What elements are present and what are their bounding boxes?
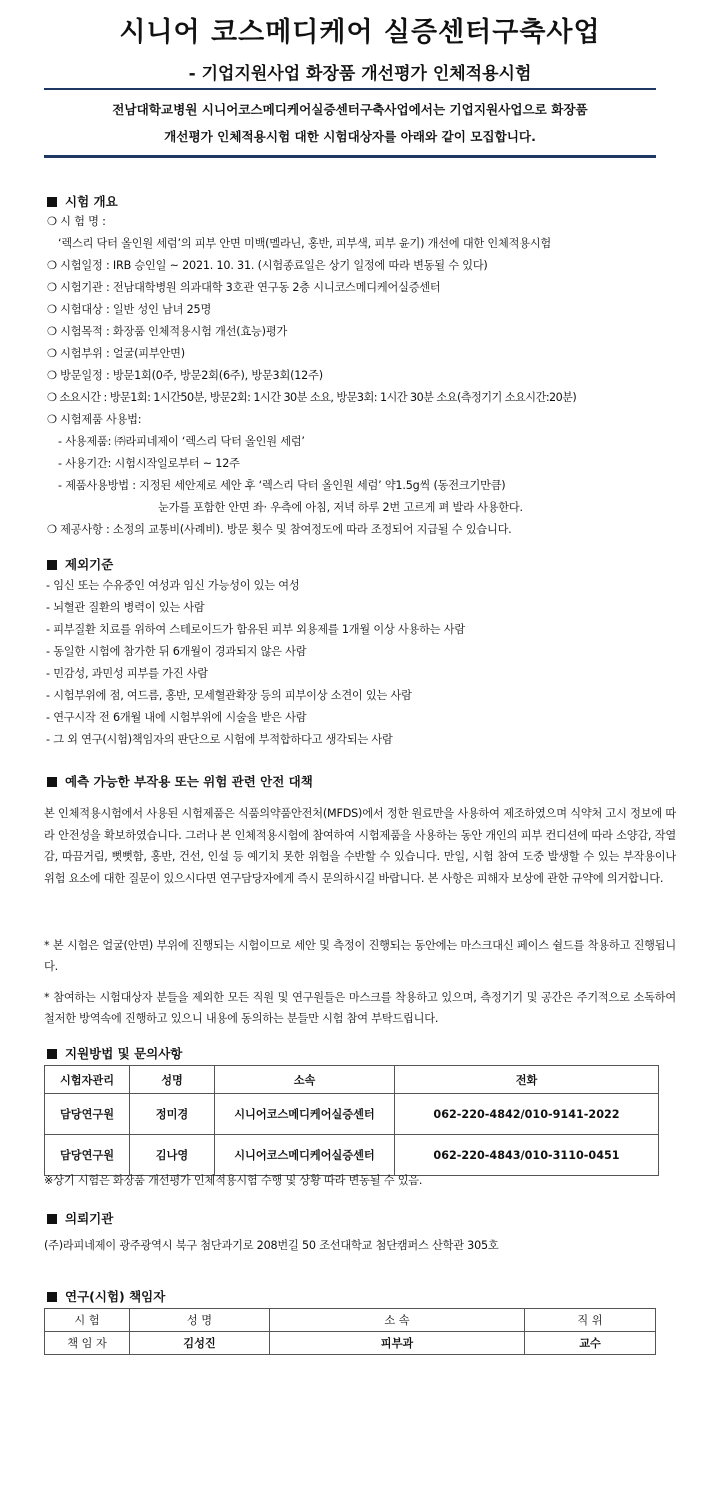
table-cell: 담당연구원 xyxy=(45,1094,130,1135)
table-header: 성명 xyxy=(130,1066,215,1094)
square-bullet-icon xyxy=(47,1049,57,1059)
overview-line: - 제품사용방법 : 지정된 세안제로 세안 후 ‘렉스리 닥터 올인원 세럼’ 약1.5g씩 (동전크기만큼) xyxy=(58,479,506,492)
table-header-row xyxy=(45,1066,659,1094)
exclusion-item: - 연구시작 전 6개월 내에 시험부위에 시술을 받은 사람 xyxy=(46,711,307,724)
table-cell: 시니어코스메디케어실증센터 xyxy=(215,1135,395,1176)
table-header: 전화 xyxy=(395,1066,659,1094)
table-cell: 김나영 xyxy=(130,1135,215,1176)
overview-line: - 사용제품: ㈜라피네제이 ‘렉스리 닥터 올인원 세럼’ xyxy=(58,435,305,448)
overview-heading: 시험 개요 xyxy=(47,192,118,210)
exclusion-item: - 동일한 시험에 참가한 뒤 6개월이 경과되지 않은 사람 xyxy=(46,645,307,658)
table-cell: 피부과 xyxy=(270,1332,525,1355)
overview-line: - 사용기간: 시험시작일로부터 ~ 12주 xyxy=(58,457,240,470)
page-subtitle: - 기업지원사업 화장품 개선평가 인체적용시험 xyxy=(188,64,532,84)
notice-line-1: 전남대학교병원 시니어코스메디케어실증센터구축사업에서는 기업지원사업으로 화장품 xyxy=(112,102,588,117)
exclusion-item: - 뇌혈관 질환의 병력이 있는 사람 xyxy=(46,601,205,614)
square-bullet-icon xyxy=(47,1214,57,1224)
table-header: 성 명 xyxy=(130,1309,270,1332)
table-cell: 정미경 xyxy=(130,1094,215,1135)
client-address: (주)라피네제이 광주광역시 북구 첨단과기로 208번길 50 조선대학교 첨단캠퍼스 산학관 305호 xyxy=(44,1239,499,1252)
overview-line: ‘렉스리 닥터 올인원 세럼’의 피부 안면 미백(멜라닌, 홍반, 피부색, 피부 윤기) 개선에 대한 인체적용시험 xyxy=(58,237,552,250)
overview-line: ❍ 시험부위 : 얼굴(피부안면) xyxy=(47,347,185,360)
square-bullet-icon xyxy=(47,197,57,207)
overview-line: 눈가를 포함한 안면 좌· 우측에 아침, 저녁 하루 2번 고르게 펴 발라 사용한다. xyxy=(158,501,523,514)
investigator-table xyxy=(44,1308,656,1355)
investigator-heading: 연구(시험) 책임자 xyxy=(47,1287,165,1305)
square-bullet-icon xyxy=(47,1292,57,1302)
safety-note-face-shield: * 본 시험은 얼굴(안면) 부위에 진행되는 시험이므로 세안 및 측정이 진행되는 동안에는 마스크대신 페이스 쉴드를 착용하고 진행됩니다. xyxy=(44,939,676,973)
table-cell: 김성진 xyxy=(130,1332,270,1355)
client-heading: 의뢰기관 xyxy=(47,1209,113,1227)
table-cell: 시니어코스메디케어실증센터 xyxy=(215,1094,395,1135)
notice-line-2: 개선평가 인체적용시험 대한 시험대상자를 아래와 같이 모집합니다. xyxy=(164,129,536,144)
table-row xyxy=(45,1094,659,1135)
exclusion-item: - 임신 또는 수유중인 여성과 임신 가능성이 있는 여성 xyxy=(46,579,300,592)
recruitment-notice xyxy=(44,88,656,158)
overview-line: ❍ 시험제품 사용법: xyxy=(47,413,142,426)
table-row xyxy=(45,1332,656,1355)
role-label: 시 험 xyxy=(45,1309,130,1332)
table-cell: 담당연구원 xyxy=(45,1135,130,1176)
contact-table xyxy=(44,1065,659,1176)
contact-footnote: ※상기 시험은 화장품 개선평가 인체적용시험 수행 및 상황 따라 변동될 수 있음. xyxy=(44,1174,423,1187)
role-label: 책 임 자 xyxy=(45,1332,130,1355)
contact-heading: 지원방법 및 문의사항 xyxy=(47,1044,182,1062)
overview-line: ❍ 방문일정 : 방문1회(0주, 방문2회(6주), 방문3회(12주) xyxy=(47,369,323,382)
exclusion-item: - 피부질환 치료를 위하여 스테로이드가 함유된 피부 외용제를 1개월 이상 사용하는 사람 xyxy=(46,623,465,636)
overview-line: ❍ 시험대상 : 일반 성인 남녀 25명 xyxy=(47,303,212,316)
table-header: 시험자관리 xyxy=(45,1066,130,1094)
overview-line: ❍ 소요시간 : 방문1회: 1시간50분, 방문2회: 1시간 30분 소요, 방문3회: 1시간 30분 소요(측정기기 소요시간:20분) xyxy=(47,391,577,404)
exclusion-item: - 민감성, 과민성 피부를 가진 사람 xyxy=(46,667,208,680)
exclusion-heading: 제외기준 xyxy=(47,555,113,573)
table-row xyxy=(45,1135,659,1176)
table-header: 직 위 xyxy=(525,1309,656,1332)
overview-line: ❍ 제공사항 : 소정의 교통비(사례비). 방문 횟수 및 참여정도에 따라 조정되어 지급될 수 있습니다. xyxy=(47,523,512,536)
table-header: 소속 xyxy=(215,1066,395,1094)
square-bullet-icon xyxy=(47,777,57,787)
overview-line: ❍ 시험일정 : IRB 승인일 ~ 2021. 10. 31. (시험종료일은 상기 일정에 따라 변동될 수 있다) xyxy=(47,259,488,272)
table-cell: 교수 xyxy=(525,1332,656,1355)
safety-body: 본 인체적용시험에서 사용된 시험제품은 식품의약품안전처(MFDS)에서 정한 원료만을 사용하여 제조하였으며 식약처 고시 정보에 따라 안전성을 확보하였습니다. 그러나 본 인체적용시험에 참여하여 시험제품을 사용하는 동안 개인의 피부 컨디션에 따라 소양감, 작열감, 따끔거림, 뻣뻣함, 홍반, 건선, 인설 등 예기치 못한 위험을 수반할 수 있습니다. 만일, 시험 참여 도중 발생할 수 있는 부작용이나 위험 요소에 대한 질문이 있으시다면 연구담당자에게 즉시 문의하시길 바랍니다. 본 사항은 피해자 보상에 관한 규약에 의거합니다. xyxy=(44,807,676,885)
safety-heading: 예측 가능한 부작용 또는 위험 관련 안전 대책 xyxy=(47,772,313,790)
phone-cell[interactable]: 062-220-4843/010-3110-0451 xyxy=(395,1135,659,1176)
overview-line: ❍ 시험목적 : 화장품 인체적용시험 개선(효능)평가 xyxy=(47,325,288,338)
table-header: 소 속 xyxy=(270,1309,525,1332)
page-title: 시니어 코스메디케어 실증센터구축사업 xyxy=(119,17,601,48)
square-bullet-icon xyxy=(47,560,57,570)
overview-line: ❍ 시험기관 : 전남대학병원 의과대학 3호관 연구동 2층 시니코스메디케어실증센터 xyxy=(47,281,441,294)
exclusion-item: - 그 외 연구(시험)책임자의 판단으로 시험에 부적합하다고 생각되는 사람 xyxy=(46,733,393,746)
exclusion-item: - 시험부위에 점, 여드름, 홍반, 모세혈관확장 등의 피부이상 소견이 있는 사람 xyxy=(46,689,412,702)
safety-note-mask: * 참여하는 시험대상자 분들을 제외한 모든 직원 및 연구원들은 마스크를 착용하고 있으며, 측정기기 및 공간은 주기적으로 소독하여 철저한 방역속에 진행하고 있으니 내용에 동의하는 분들만 시험 참여 부탁드립니다. xyxy=(44,991,676,1025)
overview-line: ❍ 시 험 명 : xyxy=(47,215,106,228)
phone-cell[interactable]: 062-220-4842/010-9141-2022 xyxy=(395,1094,659,1135)
